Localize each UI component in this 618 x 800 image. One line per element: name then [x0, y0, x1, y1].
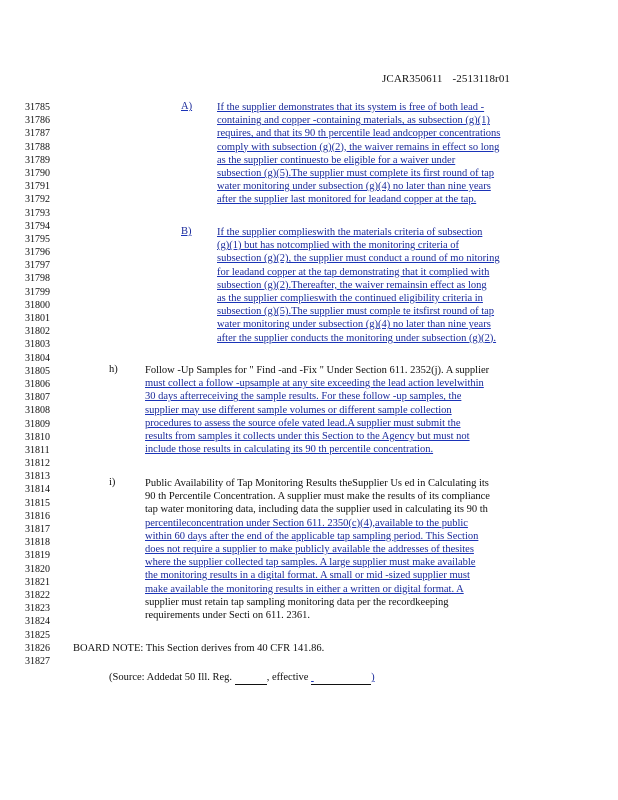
text-line: as the supplier complieswith the continued eligibility criteria in: [217, 292, 483, 304]
line-number: 31799: [25, 286, 50, 298]
text-line: subsection (g)(2), the supplier must conduct a round of mo nitoring: [217, 253, 500, 265]
doc-id: JCAR350611: [382, 73, 443, 85]
para-i-text: [145, 477, 490, 622]
text-line: make available the monitoring results in either a written or digital format. A: [145, 583, 464, 595]
line-number: 31792: [25, 194, 50, 206]
text-line: must collect a follow -upsample at any site exceeding the lead action levelwithin: [145, 378, 484, 390]
text-line: within 60 days after the end of the applicable tap sampling period. This Section: [145, 530, 479, 542]
text-line: supplier may use different sample volumes or different sample collection: [145, 404, 452, 416]
text-line: requirements under Secti on 611. 2361.: [145, 609, 310, 621]
source-prefix: (Source: Addedat 50 Ill. Reg.: [109, 672, 233, 683]
line-number: 31796: [25, 247, 50, 259]
line-number: 31807: [25, 392, 50, 404]
text-line: If the supplier complieswith the materials criteria of subsection: [217, 227, 483, 238]
text-line: the monitoring results in a digital format. A small or mid -sized supplier must: [145, 570, 470, 582]
text-line: as the supplier continuesto be eligible for a waiver under: [217, 154, 456, 166]
line-number: 31826: [25, 642, 50, 654]
para-h-text: [145, 364, 489, 456]
text-line: does not require a supplier to make publicly available the addresses of thesites: [145, 543, 474, 555]
line-number: 31824: [25, 616, 50, 628]
line-number: 31800: [25, 299, 50, 311]
source-blank-2: [311, 671, 371, 685]
para-h-label: h): [109, 364, 118, 375]
text-line: (g)(1) but has notcomplied with the monitoring criteria of: [217, 240, 460, 252]
text-line: after the supplier last monitored for leadand copper at the tap.: [217, 194, 477, 206]
text-line: If the supplier demonstrates that its system is free of both lead -: [217, 102, 485, 113]
line-number: 31812: [25, 458, 50, 470]
text-line: subsection (g)(2).Thereafter, the waiver remainsin effect as long: [217, 279, 487, 291]
source-middle: , effective: [266, 672, 309, 683]
text-line: where the supplier collected tap samples. A large supplier must make available: [145, 557, 476, 569]
text-line: subsection (g)(5).The supplier must complete its first round of tap: [217, 167, 495, 179]
para-a-label: A): [181, 101, 193, 112]
line-number: 31814: [25, 484, 50, 496]
text-line: water monitoring under subsection (g)(4) no later than nine years: [217, 181, 491, 193]
source-suffix: ): [371, 672, 375, 683]
source-blank-1: [235, 671, 267, 685]
text-line: requires, and that its 90 th percentile lead andcopper concentrations: [217, 128, 501, 140]
line-number: 31825: [25, 629, 50, 641]
para-b-text: [217, 226, 500, 345]
line-number: 31808: [25, 405, 50, 417]
line-number: 31798: [25, 273, 50, 285]
line-number: 31817: [25, 524, 50, 535]
line-number: 31803: [25, 339, 50, 351]
line-number: 31789: [25, 154, 50, 166]
line-number: 31816: [25, 510, 50, 522]
document-header: [382, 73, 510, 85]
line-number: 31785: [25, 102, 50, 113]
line-number: 31793: [25, 207, 50, 219]
line-number: 31810: [25, 431, 50, 443]
line-number: 31813: [25, 471, 50, 483]
para-i-label: i): [109, 477, 116, 488]
text-line: comply with subsection (g)(2), the waiver remains in effect so long: [217, 141, 500, 153]
text-line: after the supplier conducts the monitoring under subsection (g)(2).: [217, 332, 497, 344]
line-number: 31820: [25, 563, 50, 575]
line-number: 31795: [25, 233, 50, 245]
line-number: 31819: [25, 550, 50, 562]
text-line: Follow -Up Samples for " Find -and -Fix " Under Section 611. 2352(j). A supplier: [145, 365, 490, 376]
line-number: 31809: [25, 418, 50, 430]
line-number: 31786: [25, 115, 50, 127]
line-number: 31794: [25, 220, 50, 232]
text-line: containing and copper -containing materials, as subsection (g)(1): [217, 115, 490, 127]
line-number: 31797: [25, 260, 50, 272]
text-line: water monitoring under subsection (g)(4) no later than nine years: [217, 319, 491, 331]
para-b-label: B): [181, 226, 192, 237]
para-a-text: [217, 101, 500, 207]
text-line: include those results in calculating its 90 th percentile concentration.: [145, 444, 434, 456]
line-number: 31804: [25, 352, 50, 364]
line-number: 31822: [25, 589, 50, 601]
text-line: subsection (g)(5).The supplier must comple te itsfirst round of tap: [217, 306, 495, 318]
doc-version: -2513118r01: [452, 73, 511, 85]
line-number: 31788: [25, 141, 50, 153]
line-numbers: [25, 101, 55, 668]
text-line: results from samples it collects under this Section to the Agency but must not: [145, 430, 470, 442]
source-line: [109, 671, 375, 684]
line-number: 31815: [25, 497, 50, 509]
text-line: procedures to assess the source ofele vated lead.A supplier must submit the: [145, 417, 461, 429]
line-number: 31806: [25, 378, 50, 390]
line-number: 31818: [25, 537, 50, 549]
line-number: 31802: [25, 326, 50, 338]
line-number: 31791: [25, 181, 50, 193]
text-line: Public Availability of Tap Monitoring Results theSupplier Us ed in Calculating its: [145, 478, 489, 489]
line-number: 31823: [25, 603, 50, 615]
line-number: 31811: [25, 444, 50, 456]
text-line: supplier must retain tap sampling monitoring data per the recordkeeping: [145, 596, 449, 608]
text-line: tap water monitoring data, including data the supplier used in calculating its 90 th: [145, 504, 488, 516]
text-line: for leadand copper at the tap demonstrating that it complied with: [217, 266, 490, 278]
line-number: 31787: [25, 128, 50, 140]
board-note: BOARD NOTE: This Section derives from 40 CFR 141.86.: [73, 643, 325, 654]
line-number: 31801: [25, 313, 50, 324]
line-number: 31821: [25, 576, 50, 588]
text-line: 90 th Percentile Concentration. A supplier must make the results of its compliance: [145, 491, 490, 503]
line-number: 31790: [25, 167, 50, 179]
line-number: 31805: [25, 365, 50, 377]
text-line: 30 days afterreceiving the sample results. For these follow -up samples, the: [145, 391, 462, 403]
text-line: percentileconcentration under Section 611. 2350(c)(4),available to the public: [145, 517, 468, 529]
line-number: 31827: [25, 655, 50, 667]
